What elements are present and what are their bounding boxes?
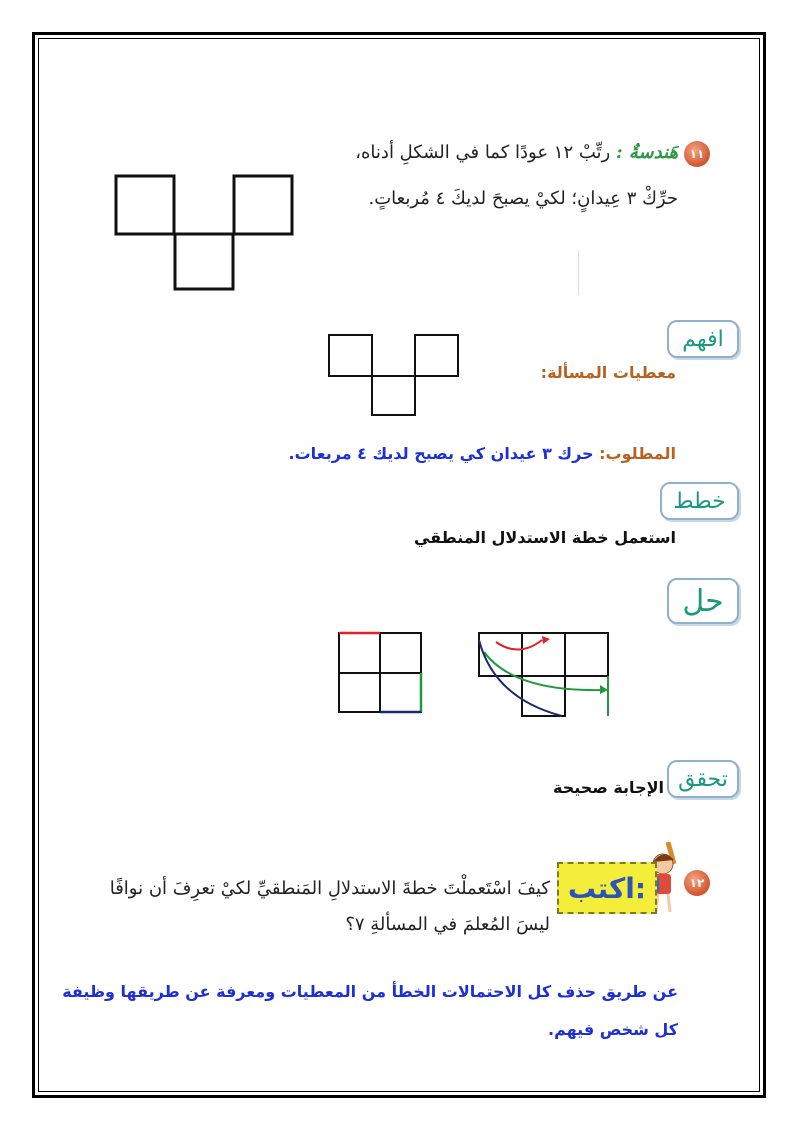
- problem-11-line1: [355, 136, 678, 170]
- problem-11-number: ١١: [689, 147, 705, 161]
- required-text: حرك ٣ عيدان كي يصبح لديك ٤ مربعات.: [288, 444, 600, 463]
- plan-label: [660, 482, 739, 520]
- problem-11-number-badge: [684, 141, 710, 167]
- givens-square-left: [329, 335, 372, 376]
- understand-label: [667, 320, 739, 358]
- scan-artifact-line: [578, 250, 579, 295]
- problem-11-line1-text: رتِّبْ ١٢ عودًا كما في الشكلِ أدناه،: [355, 142, 611, 163]
- figure-square-left: [116, 176, 174, 234]
- givens-square-right: [415, 335, 458, 376]
- write-label: [557, 862, 657, 914]
- check-label-text: تحقق: [678, 766, 728, 792]
- check-label: [667, 760, 739, 798]
- problem-12-line1: كيفَ اسْتَعملْتَ خطةَ الاستدلالِ المَنطقيِّ لكيْ تعرِفَ أن نوافًا: [109, 878, 550, 899]
- understand-label-text: افهم: [682, 326, 724, 352]
- problem-11-line2: حرِّكْ ٣ عِيدانٍ؛ لكيْ يصبحَ لديكَ ٤ مُربعاتٍ.: [368, 188, 678, 209]
- givens-label: معطيات المسألة:: [540, 363, 676, 382]
- problem-12-answer-line1: عن طريق حذف كل الاحتمالات الخطأ من المعطيات ومعرفة عن طريقها وظيفة: [62, 982, 678, 1001]
- green-move-arrow: [484, 652, 602, 690]
- problem-12-line2: ليسَ المُعلمَ في المسألةِ ٧؟: [345, 914, 550, 935]
- girl-leg-right: [668, 894, 670, 912]
- problem-12-number: ١٢: [689, 876, 705, 890]
- problem-11-keyword: هَندسةٌ :: [615, 142, 678, 163]
- green-arrow-head: [600, 685, 608, 694]
- solution-moves-figure: [474, 628, 614, 720]
- write-label-text: اكتب:: [567, 871, 647, 905]
- problem-12-number-badge: [684, 870, 710, 896]
- givens-figure: [326, 332, 462, 418]
- red-move-arrow: [496, 640, 542, 650]
- problem-12-answer-line2: كل شخص فيهم.: [547, 1020, 678, 1039]
- figure-square-bottom: [175, 234, 233, 289]
- figure-square-right: [234, 176, 292, 234]
- problem-11-figure: [110, 170, 300, 295]
- required-label: المطلوب:: [599, 444, 676, 463]
- red-arrow-head: [542, 636, 550, 644]
- plan-label-text: خطط: [673, 488, 726, 514]
- givens-square-bottom: [372, 376, 415, 415]
- solve-label-text: حل: [682, 583, 724, 619]
- required-line: [289, 444, 677, 463]
- solve-label: [667, 578, 739, 624]
- moves-square-right: [565, 633, 608, 676]
- check-text: الإجابة صحيحة: [553, 778, 664, 797]
- plan-text: استعمل خطة الاستدلال المنطقي: [413, 528, 676, 547]
- solution-result-figure: [336, 630, 426, 716]
